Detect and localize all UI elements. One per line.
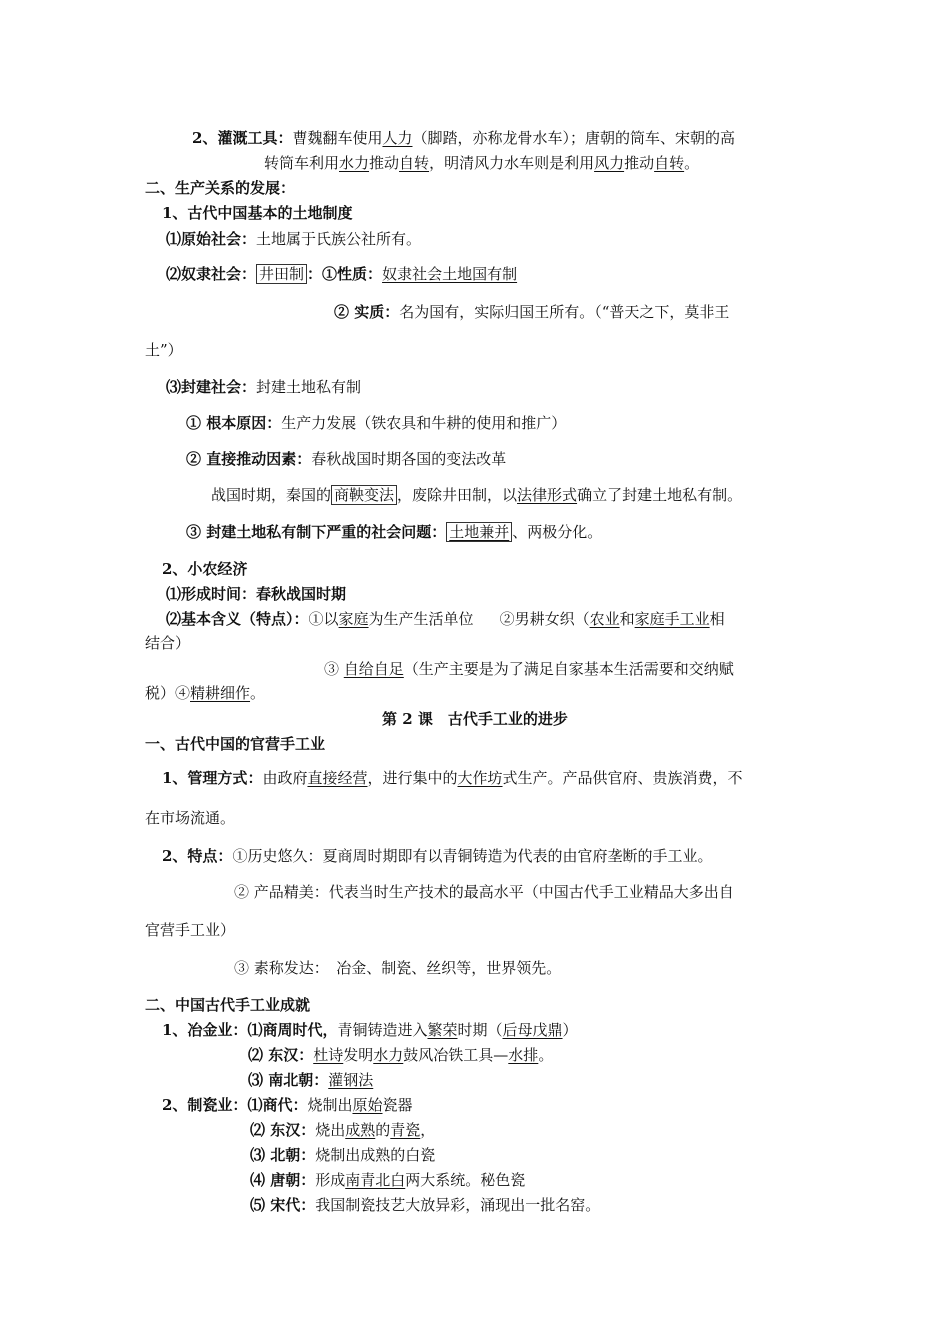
section-heading-official-handicraft: 一、古代中国的官营手工业 [145, 735, 326, 753]
direct-factor-line: ② 直接推动因素：春秋战国时期各国的变法改革 [186, 450, 507, 468]
boxed-term-reform: 商鞅变法 [331, 485, 397, 505]
porcelain-line-2: ⑵ 东汉：烧出成熟的青瓷， [250, 1121, 436, 1139]
irrigation-line-2: 转筒车利用水力推动自转，明清风力水车则是利用风力推动自转。 [264, 154, 700, 172]
shang-yang-reform-line: 战国时期，秦国的 商鞅变法 ，废除井田制，以法律形式确立了封建土地私有制。 [211, 486, 743, 504]
subheading-land-system: 1、古代中国基本的土地制度 [162, 204, 353, 222]
lesson-title: 第 2 课 古代手工业的进步 [382, 710, 568, 728]
social-problem-line: ③ 封建土地私有制下严重的社会问题： 土地兼并 、两极分化。 [186, 523, 603, 541]
developed-line: ③ 素称发达： 冶金、制瓷、丝织等，世界领先。 [234, 959, 562, 977]
irrigation-line-1: 2、灌溉工具：曹魏翻车使用人力（脚踏，亦称龙骨水车）；唐朝的筒车、宋朝的高 [192, 129, 735, 147]
porcelain-line-5: ⑸ 宋代：我国制瓷技艺大放异彩，涌现出一批名窑。 [250, 1196, 601, 1214]
self-sufficient-line: ③ 自给自足（生产主要是为了满足自家基本生活需要和交纳赋 [324, 660, 734, 678]
section-heading-production-relations: 二、生产关系的发展： [145, 179, 296, 197]
basic-meaning-continuation: 结合） [145, 634, 191, 652]
self-sufficient-continuation: 税）④精耕细作。 [145, 684, 266, 702]
porcelain-line-3: ⑶ 北朝：烧制出成熟的白瓷 [250, 1146, 436, 1164]
metallurgy-line-1: 1、冶金业：⑴商周时代，青铜铸造进入繁荣时期（后母戊鼎） [162, 1021, 578, 1039]
porcelain-line-4: ⑷ 唐朝：形成南青北白两大系统。秘色瓷 [250, 1171, 526, 1189]
management-line: 1、管理方式：由政府直接经营，进行集中的大作坊式生产。产品供官府、贵族消费，不 [162, 769, 743, 787]
management-continuation: 在市场流通。 [145, 809, 236, 827]
essence-continuation: 土”） [145, 341, 183, 359]
metallurgy-line-2: ⑵ 东汉：杜诗发明水力鼓风冶铁工具—水排。 [248, 1046, 554, 1064]
boxed-term-land-annexation: 土地兼并 [446, 522, 512, 542]
formation-time-line: ⑴形成时间：春秋战国时期 [166, 585, 347, 603]
primitive-society-line: ⑴原始社会：土地属于氏族公社所有。 [166, 230, 422, 248]
section-heading-achievements: 二、中国古代手工业成就 [145, 996, 311, 1014]
keyword-human-power: 人力 [382, 129, 413, 147]
exquisite-continuation: 官营手工业） [145, 921, 236, 939]
slave-society-line: ⑵奴隶社会： 井田制 ：①性质：奴隶社会土地国有制 [166, 265, 518, 283]
exquisite-products-line: ② 产品精美：代表当时生产技术的最高水平（中国古代手工业精品大多出自 [234, 883, 734, 901]
irrigation-label: 灌溉工具： [217, 129, 293, 147]
features-line: 2、特点：①历史悠久：夏商周时期即有以青铜铸造为代表的由官府垄断的手工业。 [162, 847, 713, 865]
item-number: 2、 [192, 129, 218, 147]
boxed-term-well-field: 井田制 [256, 264, 307, 284]
basic-meaning-line: ⑵基本含义（特点）：①以家庭为生产生活单位 ②男耕女织（农业和家庭手工业相 [166, 610, 725, 628]
feudal-society-line: ⑶封建社会：封建土地私有制 [166, 378, 362, 396]
essence-line: ② 实质：名为国有，实际归国王所有。（“普天之下，莫非王 [334, 303, 730, 321]
root-cause-line: ① 根本原因：生产力发展（铁农具和牛耕的使用和推广） [186, 414, 567, 432]
subheading-small-farm: 2、小农经济 [162, 560, 248, 578]
metallurgy-line-3: ⑶ 南北朝：灌钢法 [248, 1071, 374, 1089]
porcelain-line-1: 2、制瓷业：⑴商代：烧制出原始瓷器 [162, 1096, 413, 1114]
